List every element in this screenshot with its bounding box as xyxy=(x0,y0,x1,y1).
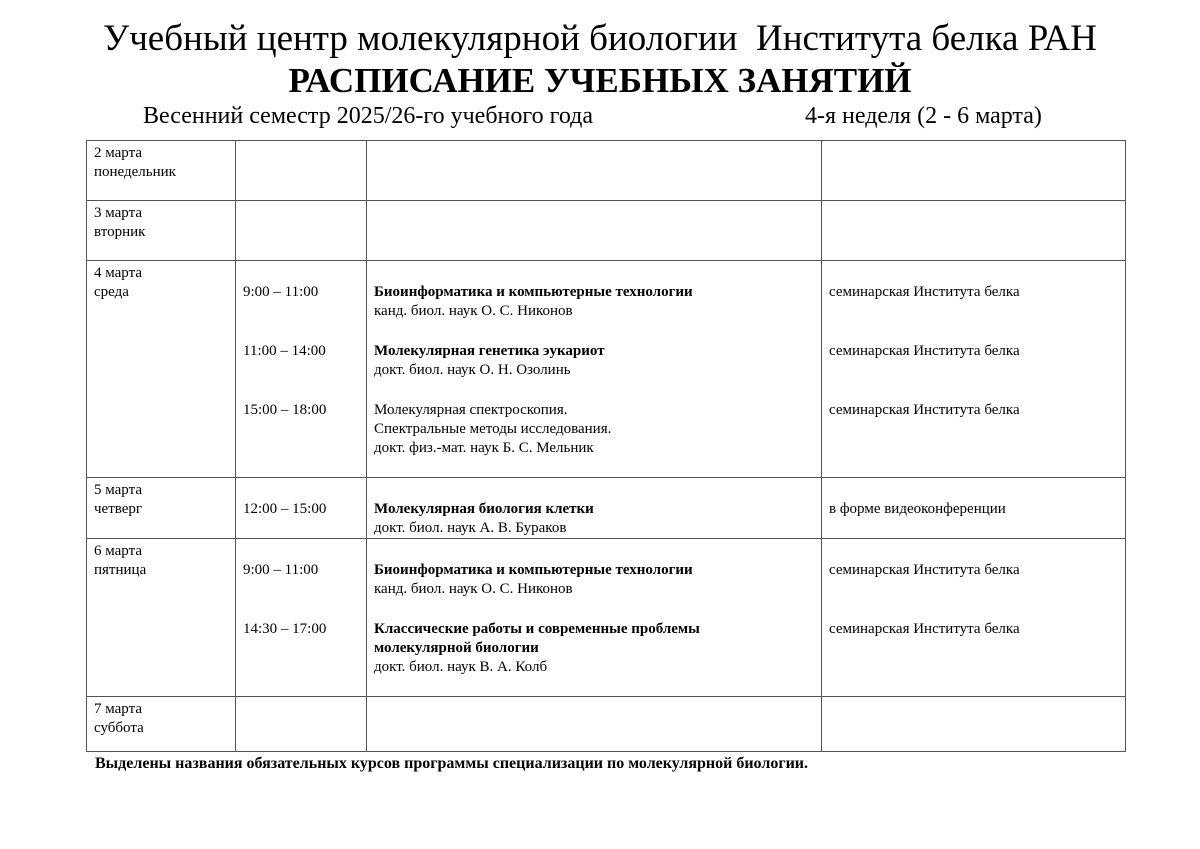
room-cell xyxy=(822,201,1126,261)
day-weekday: вторник xyxy=(94,224,146,240)
time-cell xyxy=(236,478,367,539)
day-weekday: четверг xyxy=(94,501,143,517)
room-cell xyxy=(822,539,1126,697)
day-date: 4 марта xyxy=(94,265,142,281)
session-time: 9:00 – 11:00 xyxy=(243,284,319,300)
semester-label: Весенний семестр 2025/26-го учебного года xyxy=(143,103,594,129)
day-date: 5 марта xyxy=(94,482,142,498)
session-room: семинарская Института белка xyxy=(829,343,1020,359)
course-cell xyxy=(367,478,822,539)
table-row xyxy=(87,697,1126,752)
day-date: 6 марта xyxy=(94,543,142,559)
table-row xyxy=(87,261,1126,478)
course-title: Классические работы и современные проблемы xyxy=(374,621,700,637)
course-cell xyxy=(367,201,822,261)
day-date: 2 марта xyxy=(94,145,142,161)
table-row xyxy=(87,539,1126,697)
course-title-continued: молекулярной биологии xyxy=(374,640,539,656)
course-title: Молекулярная генетика эукариот xyxy=(374,343,605,359)
session-time: 14:30 – 17:00 xyxy=(243,621,327,637)
room-cell xyxy=(822,697,1126,752)
course-cell xyxy=(367,539,822,697)
session-time: 9:00 – 11:00 xyxy=(243,562,319,578)
day-cell xyxy=(87,141,236,201)
day-cell xyxy=(87,697,236,752)
schedule-heading: РАСПИСАНИЕ УЧЕБНЫХ ЗАНЯТИЙ xyxy=(288,61,912,100)
lecturer: докт. биол. наук В. А. Колб xyxy=(374,659,548,675)
day-weekday: среда xyxy=(94,284,129,300)
room-cell xyxy=(822,478,1126,539)
table-row xyxy=(87,201,1126,261)
day-weekday: суббота xyxy=(94,720,144,736)
day-cell xyxy=(87,201,236,261)
time-cell xyxy=(236,539,367,697)
time-cell xyxy=(236,697,367,752)
course-cell xyxy=(367,141,822,201)
course-title: Молекулярная спектроскопия. xyxy=(374,402,568,418)
session-room: семинарская Института белка xyxy=(829,402,1020,418)
lecturer: докт. биол. наук О. Н. Озолинь xyxy=(374,362,571,378)
lecturer: докт. биол. наук А. В. Бураков xyxy=(374,520,567,536)
session-room: в форме видеоконференции xyxy=(829,501,1006,517)
day-cell xyxy=(87,539,236,697)
table-row xyxy=(87,478,1126,539)
session-room: семинарская Института белка xyxy=(829,621,1020,637)
schedule-table xyxy=(86,140,1126,752)
lecturer: докт. физ.-мат. наук Б. С. Мельник xyxy=(374,440,594,456)
session-time: 11:00 – 14:00 xyxy=(243,343,326,359)
course-cell xyxy=(367,261,822,478)
table-row xyxy=(87,141,1126,201)
course-title: Биоинформатика и компьютерные технологии xyxy=(374,562,693,578)
room-cell xyxy=(822,261,1126,478)
day-cell xyxy=(87,261,236,478)
session-room: семинарская Института белка xyxy=(829,562,1020,578)
time-cell xyxy=(236,201,367,261)
course-title: Биоинформатика и компьютерные технологии xyxy=(374,284,693,300)
time-cell xyxy=(236,141,367,201)
lecturer: канд. биол. наук О. С. Никонов xyxy=(374,581,573,597)
day-weekday: понедельник xyxy=(94,164,176,180)
session-time: 12:00 – 15:00 xyxy=(243,501,327,517)
course-title: Молекулярная биология клетки xyxy=(374,501,594,517)
session-time: 15:00 – 18:00 xyxy=(243,402,327,418)
day-cell xyxy=(87,478,236,539)
day-date: 7 марта xyxy=(94,701,142,717)
course-title-continued: Спектральные методы исследования. xyxy=(374,421,612,437)
day-weekday: пятница xyxy=(94,562,147,578)
institute-title: Учебный центр молекулярной биологии Института белка РАН xyxy=(103,18,1097,59)
room-cell xyxy=(822,141,1126,201)
day-date: 3 марта xyxy=(94,205,142,221)
footnote: Выделены названия обязательных курсов программы специализации по молекулярной биологии. xyxy=(95,755,809,772)
session-room: семинарская Института белка xyxy=(829,284,1020,300)
course-cell xyxy=(367,697,822,752)
lecturer: канд. биол. наук О. С. Никонов xyxy=(374,303,573,319)
time-cell xyxy=(236,261,367,478)
week-label: 4-я неделя (2 - 6 марта) xyxy=(805,103,1042,129)
